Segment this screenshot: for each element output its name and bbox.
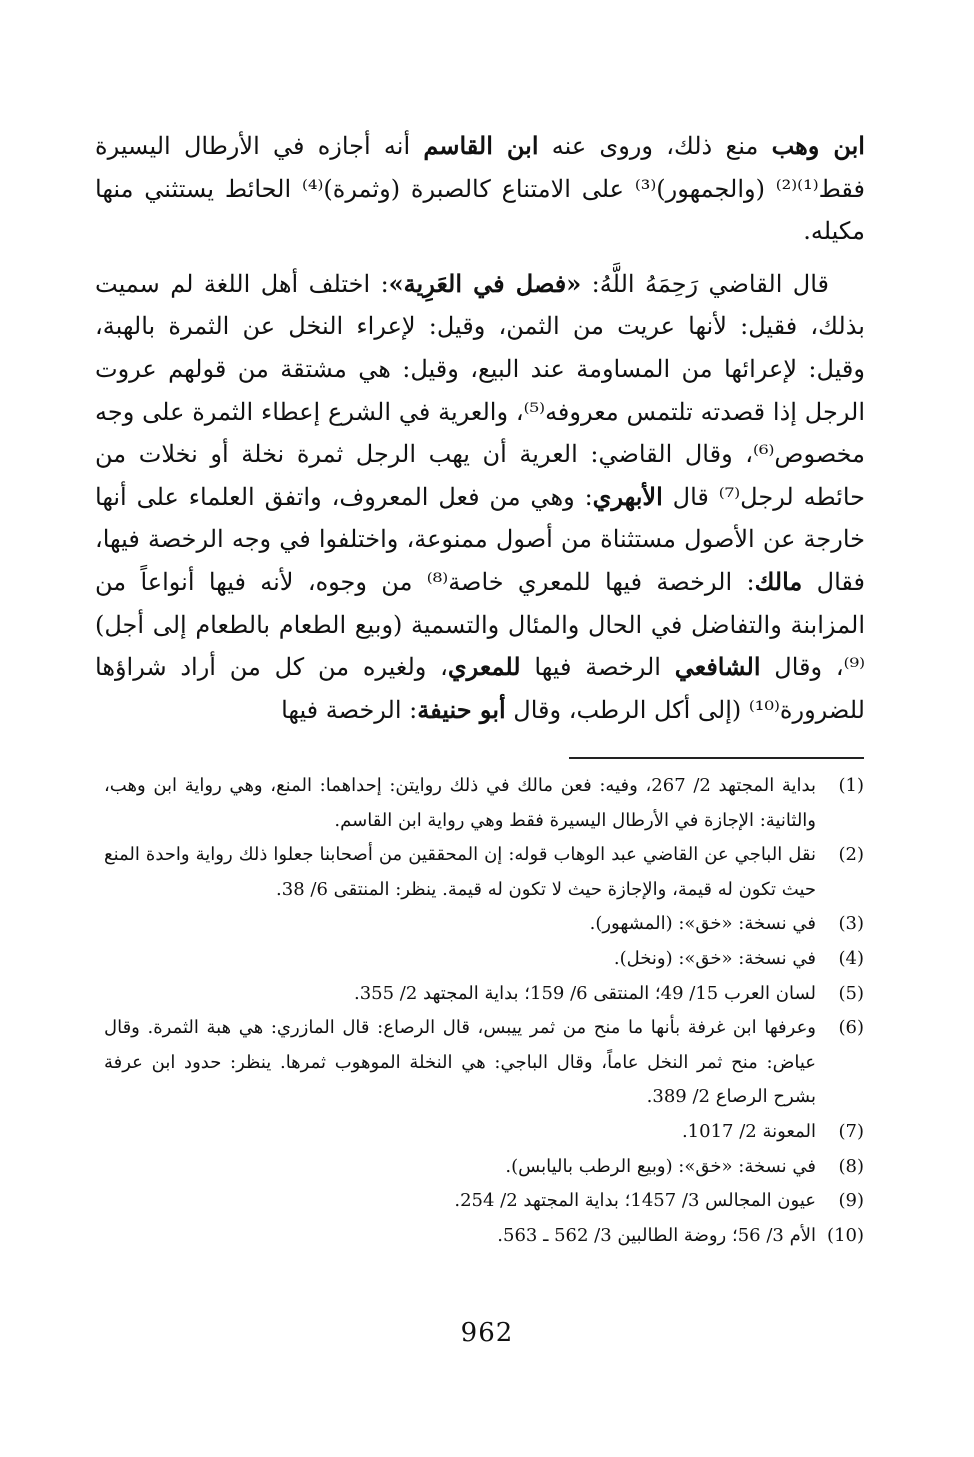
footnote-separator bbox=[569, 757, 864, 759]
footnote-number: (10) bbox=[827, 1224, 864, 1246]
footnote-number: (9) bbox=[838, 1190, 864, 1212]
footnote-text: عيون المجالس 3/ 1457؛ بداية المجتهد 2/ 254. bbox=[454, 1190, 816, 1212]
name-abu-hanifa: أبو حنيفة bbox=[417, 694, 506, 724]
footnote-item bbox=[104, 1184, 864, 1219]
name-malik: مالك bbox=[754, 566, 803, 596]
footnotes bbox=[104, 769, 864, 1253]
footnote-number: (1) bbox=[838, 775, 864, 796]
footnote-text: المعونة 2/ 1017. bbox=[681, 1120, 816, 1142]
footnote-item bbox=[104, 769, 864, 838]
word-lil-muri: للمعري bbox=[447, 652, 521, 682]
footnote-text: في نسخة: «خق»: (ونخل). bbox=[613, 947, 816, 969]
footnote-number: (8) bbox=[838, 1155, 864, 1177]
footnote-text: في نسخة: «خق»: (المشهور). bbox=[589, 913, 816, 935]
footnote-number: (4) bbox=[838, 947, 864, 969]
footnote-item bbox=[104, 1219, 864, 1254]
footnote-item bbox=[104, 1115, 864, 1150]
footnote-number: (5) bbox=[838, 982, 864, 1004]
footnote-item bbox=[104, 977, 864, 1012]
footnote-text: بداية المجتهد 2/ 267، وفيه: فعن مالك في ذلك روايتن: إحداهما: المنع، وهي رواية ابن وهب، والثانية: الإجازة في الأرطال اليسيرة فقط وهي رواية ابن القاسم. bbox=[104, 775, 816, 831]
footnote-item bbox=[104, 907, 864, 942]
main-text bbox=[95, 125, 865, 731]
footnote-text: نقل الباجي عن القاضي عبد الوهاب قوله: إن المحققين من أصحابنا جعلوا ذلك رواية واحدة المنع حيث تكون له قيمة، والإجازة حيث لا تكون له قيمة. ينظر: المنتقى 6/ 38. bbox=[104, 844, 816, 900]
footnote-number: (6) bbox=[838, 1017, 864, 1039]
name-ibn-wahb: ابن وهب bbox=[771, 131, 865, 160]
name-ibn-al-qasim: ابن القاسم bbox=[423, 131, 539, 160]
paragraph-1: ابن وهب منع ذلك، وروى عنه ابن القاسم أنه أجازه في الأرطال اليسيرة فقط⁽¹⁾⁽²⁾ (والجمهور)⁽³⁾ على الامتناع كالصبرة (وثمرة)⁽⁴⁾ الحائط يستثني منها مكيله. bbox=[95, 131, 865, 246]
footnote-item bbox=[104, 838, 864, 907]
footnote-number: (3) bbox=[838, 913, 864, 935]
page-number: 962 bbox=[460, 1318, 514, 1348]
footnote-number: (2) bbox=[838, 844, 864, 866]
footnote-item bbox=[104, 1011, 864, 1115]
section-heading: «فصل في العَرِية» bbox=[388, 268, 582, 298]
footnote-number: (7) bbox=[838, 1120, 864, 1142]
footnote-text: في نسخة: «خق»: (وبيع الرطب باليابس). bbox=[505, 1155, 816, 1177]
name-al-abhari: الأبهري bbox=[592, 481, 663, 511]
footnote-text: لسان العرب 15/ 49؛ المنتقى 6/ 159؛ بداية المجتهد 2/ 355. bbox=[353, 982, 816, 1004]
name-al-shafii: الشافعي bbox=[674, 652, 761, 682]
paragraph-2: قال القاضي رَحِمَهُ اللَّهُ: «فصل في العَرِية»: اختلف أهل اللغة لم سميت بذلك، فقيل: لأنها عريت من الثمن، وقيل: لإعراء النخل عن الثمرة بالهبة، وقيل: لإعرائها من المساومة عند البيع، وقيل: هي مشتقة من قولهم عروت الرجل إذا قصدته تلتمس معروفه⁽⁵⁾، والعرية في الشرع إعطاء الثمرة على وجه مخصوص⁽⁶⁾، وقال القاضي: العرية أن يهب الرجل ثمرة نخلة أو نخلات من حائطه لرجل⁽⁷⁾ قال الأبهري: وهي من فعل المعروف، واتفق العلماء على أنها خارجة عن الأصول مستثناة من أصول ممنوعة، واختلفوا في وجه الرخصة فيها، فقال مالك: الرخصة فيها للمعري خاصة⁽⁸⁾ من وجوه، لأنه فيها أنواعاً من المزابنة والتفاضل في الحال والمئال والتسمية (وبيع الطعام بالطعام إلى أجل)⁽⁹⁾، وقال الشافعي الرخصة فيها للمعري، ولغيره من كل من أراد شراؤها للضرورة⁽¹⁰⁾ (إلى أكل الرطب، وقال أبو حنيفة: الرخصة فيها bbox=[95, 268, 866, 724]
footnote-item bbox=[104, 942, 864, 977]
footnote-item bbox=[104, 1150, 864, 1185]
footnote-text: وعرفها ابن غرفة بأنها ما منح من ثمر ييبس، قال الرصاع: قال المازري: هي هبة الثمرة. وقال عياض: منح ثمر النخل عاماً، وقال الباجي: هي النخلة الموهوب ثمرها. ينظر: حدود ابن عرفة بشرح الرصاع 2/ 389. bbox=[104, 1017, 816, 1108]
footnote-text: الأم 3/ 56؛ روضة الطالبين 3/ 562 ـ 563. bbox=[497, 1224, 816, 1246]
